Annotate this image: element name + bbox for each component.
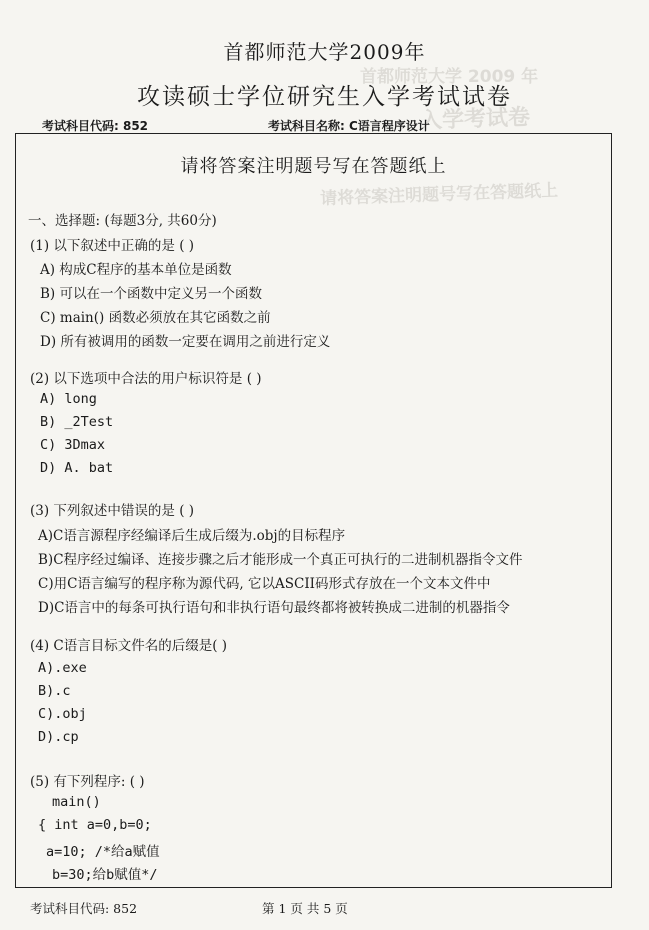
- option: C) 3Dmax: [40, 437, 106, 453]
- university-year: 首都师范大学2009年: [223, 40, 426, 64]
- option: D).cp: [38, 729, 79, 745]
- question-stem: (5) 有下列程序: ( ): [30, 774, 145, 790]
- subject-code: 考试科目代码: 852: [42, 119, 149, 133]
- option: D) A. bat: [40, 460, 114, 476]
- option: B).c: [38, 683, 71, 699]
- option: A) 构成C程序的基本单位是函数: [40, 262, 232, 278]
- question-stem: (2) 以下选项中合法的用户标识符是 ( ): [30, 371, 262, 387]
- option: D) 所有被调用的函数一定要在调用之前进行定义: [40, 334, 331, 350]
- page-number: 第 1 页 共 5 页: [262, 901, 348, 916]
- bleed-through-text: 入学考试卷: [419, 105, 531, 134]
- code-line: { int a=0,b=0;: [38, 817, 152, 833]
- answer-notice: 请将答案注明题号写在答题纸上: [180, 156, 447, 177]
- code-line: a=10; /*给a赋值: [46, 844, 160, 860]
- code-line: b=30;给b赋值*/: [52, 867, 158, 883]
- option: C) main() 函数必须放在其它函数之前: [40, 310, 271, 326]
- question-stem: (1) 以下叙述中正确的是 ( ): [30, 238, 195, 254]
- option: C)用C语言编写的程序称为源代码, 它以ASCII码形式存放在一个文本文件中: [38, 576, 491, 592]
- bleed-through-text: 首都师范大学 2009 年: [360, 67, 539, 87]
- option: A).exe: [38, 660, 87, 676]
- option: B) 可以在一个函数中定义另一个函数: [40, 286, 262, 302]
- code-line: main(): [52, 794, 101, 810]
- bleed-through-text: 请将答案注明题号写在答题纸上: [319, 180, 559, 210]
- option: A) long: [40, 391, 97, 407]
- option: B)C程序经过编译、连接步骤之后才能形成一个真正可执行的二进制机器指令文件: [38, 552, 523, 568]
- option: D)C语言中的每条可执行语句和非执行语句最终都将被转换成二进制的机器指令: [38, 600, 510, 616]
- exam-title: 攻读硕士学位研究生入学考试试卷: [137, 84, 512, 110]
- option: C).obj: [38, 706, 87, 722]
- option: A)C语言源程序经编译后生成后缀为.obj的目标程序: [38, 528, 346, 544]
- section-heading: 一、选择题: (每题3分, 共60分): [28, 213, 217, 229]
- option: B) _2Test: [40, 414, 114, 430]
- footer-subject-code: 考试科目代码: 852: [30, 901, 138, 916]
- question-stem: (3) 下列叙述中错误的是 ( ): [30, 503, 195, 519]
- question-stem: (4) C语言目标文件名的后缀是( ): [30, 638, 228, 654]
- exam-frame: [15, 133, 612, 888]
- subject-name: 考试科目名称: C语言程序设计: [268, 119, 430, 133]
